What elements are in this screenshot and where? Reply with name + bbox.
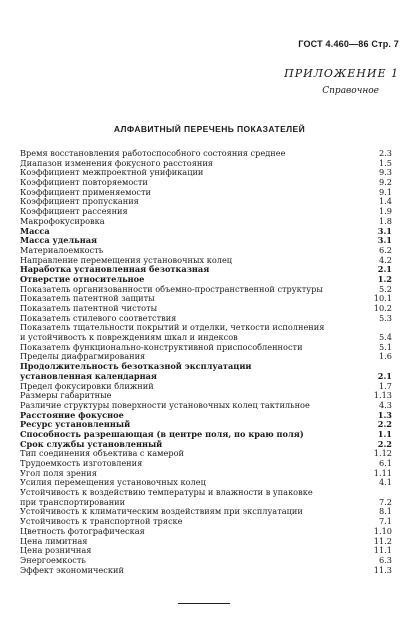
entry-page: 3.1 <box>377 225 392 236</box>
entry-page: 6.1 <box>378 458 392 468</box>
entry-name: Макрофокусировка <box>20 216 105 226</box>
list-item <box>20 391 392 401</box>
list-item <box>20 478 392 488</box>
entry-page: 4.2 <box>378 254 392 265</box>
list-item <box>20 459 392 469</box>
entry-page: 11.3 <box>373 564 392 575</box>
entry-name: Коэффициент рассеяния <box>20 207 128 217</box>
list-item <box>20 188 392 198</box>
entry-name: Цена розничная <box>20 546 92 556</box>
entry-name: Предел фокусировки ближний <box>20 381 154 391</box>
entry-name: Продолжительность безотказной эксплуатации <box>20 362 252 372</box>
entry-page: 1.6 <box>378 351 392 362</box>
entry-page: 2.1 <box>377 370 392 381</box>
entry-page: 5.4 <box>378 332 392 343</box>
entry-page: 1.12 <box>373 448 392 459</box>
list-item <box>20 401 392 411</box>
list-item <box>20 168 392 178</box>
entry-name: Масса удельная <box>20 236 98 246</box>
entry-page: 11.1 <box>373 545 392 556</box>
list-item <box>20 566 392 576</box>
entry-name: Масса <box>20 226 50 236</box>
list-item <box>20 197 392 207</box>
entry-name: Размеры габаритные <box>20 391 112 401</box>
list-item <box>20 285 392 295</box>
entry-page: 10.1 <box>373 293 392 304</box>
list-item <box>20 304 392 314</box>
list-item <box>20 275 392 285</box>
list-item <box>20 517 392 527</box>
entry-name: Различие структуры поверхности установочных колец тактильное <box>20 400 310 410</box>
entry-name: Эффект экономический <box>20 565 124 575</box>
list-item <box>20 236 392 246</box>
list-item <box>20 217 392 227</box>
entry-page: 1.1 <box>377 428 392 439</box>
entry-name: Показатель организованности объемно-пространственной структуры <box>20 284 323 294</box>
entry-page: 4.1 <box>378 477 392 488</box>
entry-name: Устойчивость к воздействию температуры и влажности в упаковке <box>20 488 313 498</box>
appendix-label: ПРИЛОЖЕНИЕ 1 <box>284 67 399 80</box>
list-item <box>20 382 392 392</box>
list-item <box>20 333 392 343</box>
entry-name: Расстояние фокусное <box>20 410 124 420</box>
entry-page: 7.1 <box>378 516 392 527</box>
entry-name: Пределы диафрагмирования <box>20 352 146 362</box>
end-divider <box>178 603 230 604</box>
index-title: АЛФАВИТНЫЙ ПЕРЕЧЕНЬ ПОКАЗАТЕЛЕЙ <box>113 124 306 134</box>
entry-name: Цена лимитная <box>20 536 88 546</box>
entry-page: 1.8 <box>378 215 392 226</box>
list-item <box>20 149 392 159</box>
list-item <box>20 178 392 188</box>
entry-name: Трудоемкость изготовления <box>20 459 143 468</box>
entry-page: 5.3 <box>378 312 392 323</box>
entry-page: 7.2 <box>378 496 392 507</box>
list-item <box>20 430 392 440</box>
entry-page: 6.2 <box>378 244 392 255</box>
entry-name: Тип соединения объектива с камерой <box>20 449 184 459</box>
list-item <box>20 207 392 217</box>
list-item <box>20 507 392 517</box>
entry-name: и устойчивость к повреждениям шкал и индексов <box>20 333 238 343</box>
entry-name: Срок службы установленный <box>20 439 163 449</box>
list-item <box>20 159 392 169</box>
entry-page: 1.3 <box>377 409 392 420</box>
list-item <box>20 294 392 304</box>
entry-name: Коэффициент пропускания <box>20 197 139 207</box>
list-item <box>20 420 392 430</box>
list-item <box>20 556 392 566</box>
entry-page: 9.3 <box>378 167 392 178</box>
entry-page: 6.3 <box>378 554 392 565</box>
entry-page: 1.11 <box>373 467 392 478</box>
list-item <box>20 343 392 353</box>
entry-page: 2.2 <box>377 419 392 430</box>
list-item <box>20 323 392 333</box>
list-item <box>20 440 392 450</box>
entry-name: Цветность фотографическая <box>20 526 145 536</box>
entry-page: 5.2 <box>378 283 392 294</box>
entry-name: установленная календарная <box>20 371 157 381</box>
entry-name: Показатель тщательности покрытий и отделки, четкости исполнения <box>20 323 325 333</box>
list-item <box>20 488 392 498</box>
entry-page: 11.2 <box>373 535 392 546</box>
entry-name: Усилия перемещения установочных колец <box>20 478 206 488</box>
entry-page: 10.2 <box>373 303 392 313</box>
list-item <box>20 372 392 382</box>
entry-name: Коэффициент межпроектной унификации <box>20 168 204 178</box>
list-item <box>20 227 392 237</box>
entry-name: Показатель патентной защиты <box>20 294 155 304</box>
entry-name: Устойчивость к климатическим воздействиям при эксплуатации <box>20 507 303 517</box>
entry-name: Показатель функционально-конструктивной приспособленности <box>20 342 303 352</box>
entry-page: 5.1 <box>378 341 392 352</box>
entry-name: Способность разрешающая (в центре поля, по краю поля) <box>20 429 304 439</box>
list-item <box>20 411 392 421</box>
list-item <box>20 246 392 256</box>
entry-name: Направление перемещения установочных колец <box>20 255 233 265</box>
entry-name: Отверстие относительное <box>20 274 145 284</box>
list-item <box>20 546 392 556</box>
list-item <box>20 469 392 479</box>
entry-name: Ресурс установленный <box>20 420 131 430</box>
entry-page: 4.3 <box>378 399 392 410</box>
entry-name: Коэффициент применяемости <box>20 187 151 197</box>
entry-page: 1.13 <box>373 390 392 401</box>
list-item <box>20 498 392 508</box>
entry-page: 1.2 <box>377 273 392 284</box>
entry-name: Устойчивость к транспортной тряске <box>20 517 183 527</box>
entry-name: Материалоемкость <box>20 245 104 255</box>
entry-name: Коэффициент повторяемости <box>20 178 148 188</box>
list-item <box>20 265 392 275</box>
entry-page: 9.2 <box>378 177 392 188</box>
list-item <box>20 352 392 362</box>
entry-name: при транспортировании <box>20 497 126 507</box>
list-item <box>20 314 392 324</box>
list-item <box>20 256 392 266</box>
entry-page: 1.9 <box>378 206 392 217</box>
entry-page: 3.1 <box>377 235 392 246</box>
page-header: ГОСТ 4.460—86 Стр. 7 <box>298 39 399 49</box>
entry-page: 9.1 <box>378 186 392 197</box>
entry-page: 2.3 <box>378 148 392 158</box>
reference-label: Справочное <box>322 86 379 96</box>
entry-page: 1.10 <box>373 525 392 536</box>
entry-name: Энергоемкость <box>20 555 86 565</box>
entry-name: Показатель стилевого соответствия <box>20 313 177 323</box>
entry-name: Наработка установленная безотказная <box>20 265 210 275</box>
list-item <box>20 449 392 459</box>
entry-page: 2.1 <box>377 264 392 275</box>
list-item <box>20 537 392 547</box>
entry-name: Диапазон изменения фокусного расстояния <box>20 158 213 168</box>
entry-page: 1.5 <box>378 157 392 168</box>
entry-page: 1.7 <box>378 380 392 391</box>
list-item <box>20 527 392 537</box>
entry-name: Угол поля зрения <box>20 468 97 478</box>
index-list <box>20 149 392 575</box>
entry-name: Показатель патентной чистоты <box>20 304 158 313</box>
entry-page: 8.1 <box>378 506 392 517</box>
entry-page: 1.4 <box>378 196 392 207</box>
entry-name: Время восстановления работоспособного состояния среднее <box>20 149 286 158</box>
entry-page: 2.2 <box>377 438 392 449</box>
list-item <box>20 362 392 372</box>
